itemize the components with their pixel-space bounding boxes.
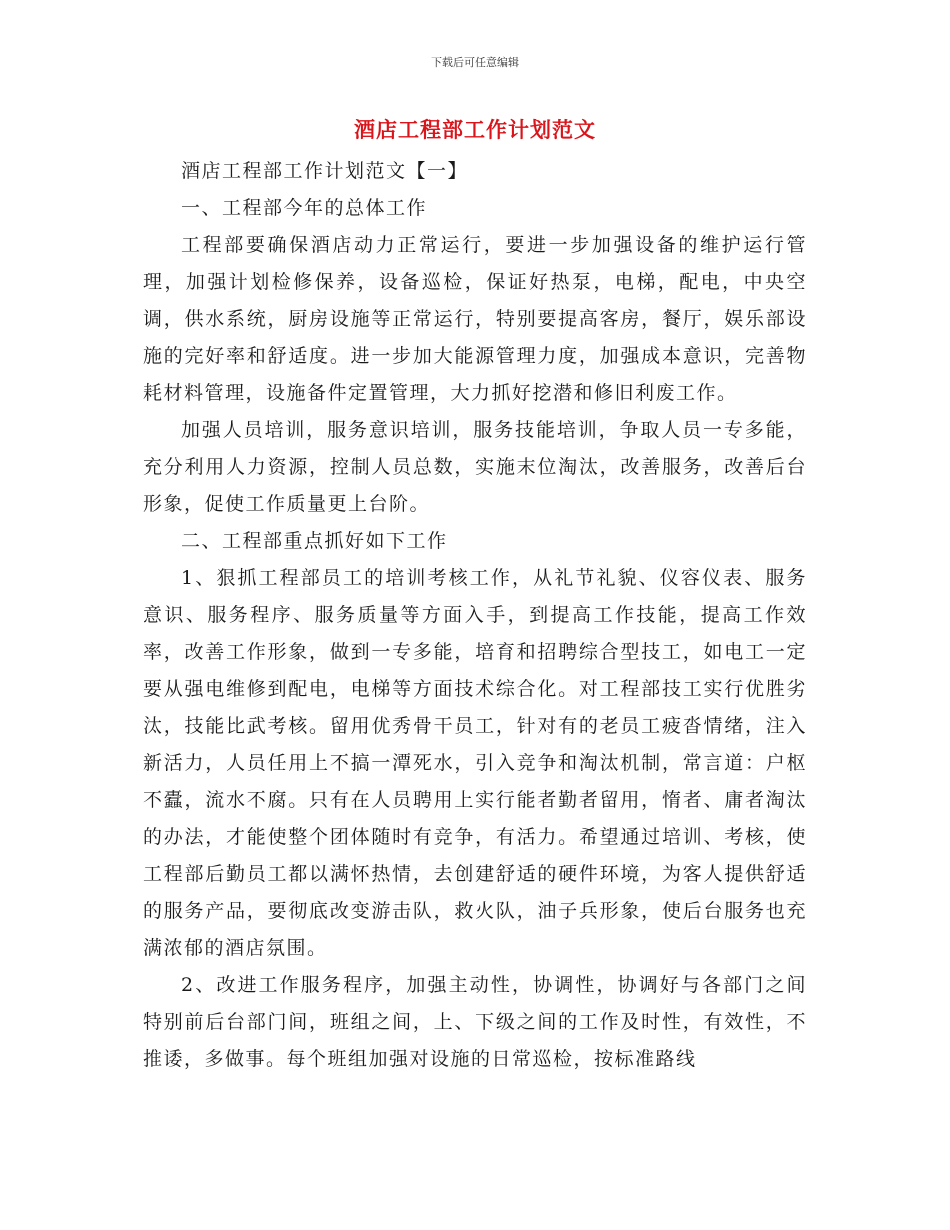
page-header-note: 下载后可任意编辑 [431,56,519,69]
body-paragraph: 加强人员培训，服务意识培训，服务技能培训，争取人员一专多能，充分利用人力资源，控制人员总数，实施末位淘汰，改善服务，改善后台形象，促使工作质量更上台阶。 [143,419,807,515]
section-heading: 酒店工程部工作计划范文【一】 [181,160,469,182]
document-body [143,153,807,1078]
subsection-heading: 一、工程部今年的总体工作 [181,197,428,219]
body-paragraph: 工程部要确保酒店动力正常运行，要进一步加强设备的维护运行管理，加强计划检修保养，设备巡检，保证好热泵，电梯，配电，中央空调，供水系统，厨房设施等正常运行，特别要提高客房，餐厅，娱乐部设施的完好率和舒适度。进一步加大能源管理力度，加强成本意识，完善物耗材料管理，设施备件定置管理，大力抓好挖潜和修旧利废工作。 [143,234,807,404]
subsection-heading: 二、工程部重点抓好如下工作 [181,530,448,552]
body-paragraph: 1、狠抓工程部员工的培训考核工作，从礼节礼貌、仪容仪表、服务意识、服务程序、服务质量等方面入手，到提高工作技能，提高工作效率，改善工作形象，做到一专多能，培育和招聘综合型技工，如电工一定要从强电维修到配电，电梯等方面技术综合化。对工程部技工实行优胜劣汰，技能比武考核。留用优秀骨干员工，针对有的老员工疲沓情绪，注入新活力，人员任用上不搞一潭死水，引入竞争和淘汰机制，常言道：户枢不蠹，流水不腐。只有在人员聘用上实行能者勤者留用，惰者、庸者淘汰的办法，才能使整个团体随时有竞争，有活力。希望通过培训、考核，使工程部后勤员工都以满怀热情，去创建舒适的硬件环境，为客人提供舒适的服务产品，要彻底改变游击队，救火队，油子兵形象，使后台服务也充满浓郁的酒店氛围。 [143,567,807,959]
body-paragraph: 2、改进工作服务程序，加强主动性，协调性，协调好与各部门之间特别前后台部门间，班组之间，上、下级之间的工作及时性，有效性，不推诿，多做事。每个班组加强对设施的日常巡检，按标准路线 [143,974,807,1070]
document-title: 酒店工程部工作计划范文 [354,117,596,142]
